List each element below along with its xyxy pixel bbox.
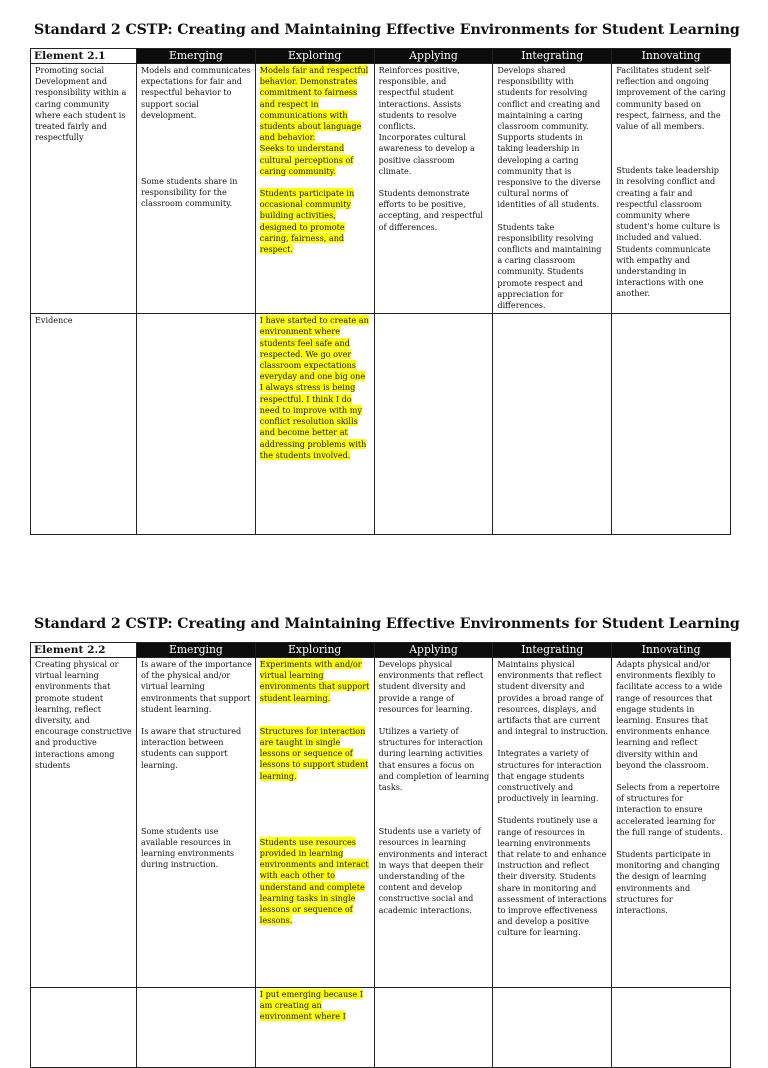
innovating-cell (612, 64, 731, 314)
highlighted-descriptor: Models fair and respectful behavior. Demonstrates commitment to fairness and respect in communications with students about language and behavior. (259, 65, 369, 143)
student-descriptor-text: Students take leadership in resolving conflict and creating a fair and respectful classroom community where student's home culture is included and valued. Students communicate with empathy and understanding in interactions with one another. (616, 165, 721, 299)
descriptor-text: Models and communicates expectations for fair and respectful behavior to support social development. (141, 65, 251, 120)
standard-title: Standard 2 CSTP: Creating and Maintaining Effective Environments for Student Learning (34, 22, 740, 38)
student-descriptor-text: Some students share in responsibility for the classroom community. (141, 176, 238, 209)
evidence-row (31, 314, 731, 535)
descriptor-row (31, 64, 731, 314)
descriptor-text: Integrates a variety of structures for interaction that engage students constructively and productively in learning. (497, 748, 602, 804)
rubric-header-row (31, 643, 731, 658)
descriptor-text: Develops physical environments that reflect student diversity and provide a range of resources for learning. (378, 659, 484, 714)
evidence-row (31, 988, 731, 1068)
descriptor-text: Adapts physical and/or environments flexibly to facilitate access to a wide range of resources that engage students in learning. Ensures that environments enhance learning and reflect diversity within and beyond the classroom. (616, 659, 723, 770)
evidence-applying-cell (374, 314, 493, 535)
row-label: Creating physical or virtual learning environments that promote student learning, reflect diversity, and encourage constructive and productive interactions among students (31, 658, 137, 988)
highlighted-descriptor: Experiments with and/or virtual learning environments that support student learning. (259, 659, 370, 703)
student-descriptor-text: Students participate in monitoring and changing the design of learning environments and structures for interactions. (616, 849, 720, 916)
descriptor-text: Is aware that structured interaction between students can support learning. (141, 726, 242, 770)
evidence-exploring-cell (255, 988, 374, 1068)
descriptor-text: Utilizes a variety of structures for interaction during learning activities that ensures a focus on and completion of learning tasks. (378, 726, 490, 793)
applying-cell (374, 64, 493, 314)
row-label: Promoting social Development and responsibility within a caring community where each student is treated fairly and respectfully (31, 64, 137, 314)
integrating-cell (493, 64, 612, 314)
student-descriptor-text: Students routinely use a range of resources in learning environments that relate to and enhance instruction and reflect their diversity. Students share in monitoring and assessment of interactions to improve effectiveness and develop a positive culture for learning. (497, 815, 607, 938)
level-integrating: Integrating (493, 643, 612, 658)
student-descriptor-text: Students demonstrate efforts to be positive, accepting, and respectful of differences. (378, 188, 483, 232)
student-descriptor-text: Students use a variety of resources in learning environments and interact in ways that deepen their understanding of the content and develop constructive social and academic interactions. (378, 826, 488, 915)
descriptor-text: Develops shared responsibility with students for resolving conflict and creating and maintaining a caring classroom community. (497, 65, 601, 132)
emerging-cell (137, 658, 256, 988)
integrating-cell (493, 658, 612, 988)
level-exploring: Exploring (255, 49, 374, 64)
evidence-integrating-cell (493, 314, 612, 535)
evidence-emerging-cell (137, 988, 256, 1068)
descriptor-text: Is aware of the importance of the physical and/or virtual learning environments that support student learning. (141, 659, 252, 714)
evidence-text: I have started to create an environment where students feel safe and respected. We go over classroom expectations everyday and one big one I always stress is being respectful. I think I do need to improve with my conflict resolution skills and become better at addressing problems with the students involved. (259, 315, 369, 460)
descriptor-text: Supports students in taking leadership in developing a caring community that is responsive to the diverse cultural norms of identities of all students. (497, 132, 601, 210)
descriptor-text: Incorporates cultural awareness to develop a positive classroom climate. (378, 132, 475, 176)
descriptor-text: Selects from a repertoire of structures for interaction to ensure accelerated learning for the full range of students. (616, 782, 723, 837)
applying-cell (374, 658, 493, 988)
evidence-exploring-cell (255, 314, 374, 535)
evidence-integrating-cell (493, 988, 612, 1068)
student-descriptor-text: Some students use available resources in learning environments during instruction. (141, 825, 235, 870)
innovating-cell (612, 658, 731, 988)
evidence-applying-cell (374, 988, 493, 1068)
descriptor-row (31, 658, 731, 988)
level-applying: Applying (374, 49, 493, 64)
rubric-header-row (31, 49, 731, 64)
highlighted-descriptor: Seeks to understand cultural perceptions of caring community. (259, 143, 354, 176)
highlighted-descriptor: Structures for interaction are taught in single lessons or sequence of lessons to support student learning. (259, 725, 369, 781)
element-label: Element 2.1 (31, 49, 137, 64)
exploring-cell (255, 64, 374, 314)
evidence-text: I put emerging because I am creating an environment where I (259, 989, 363, 1022)
evidence-label: Evidence (31, 314, 137, 535)
level-applying: Applying (374, 643, 493, 658)
level-emerging: Emerging (137, 643, 256, 658)
evidence-label-cell (31, 988, 137, 1068)
level-integrating: Integrating (493, 49, 612, 64)
student-descriptor-text: Students take responsibility resolving conflicts and maintaining a caring classroom community. Students promote respect and appreciation for differences. (497, 221, 602, 311)
highlighted-student-descriptor: Students participate in occasional community building activities, designed to promote caring, fairness, and respect. (259, 188, 355, 255)
evidence-innovating-cell (612, 314, 731, 535)
evidence-innovating-cell (612, 988, 731, 1068)
emerging-cell (137, 64, 256, 314)
rubric-table (30, 48, 731, 535)
rubric-section-2-1 (30, 22, 740, 535)
level-innovating: Innovating (612, 49, 731, 64)
element-label: Element 2.2 (31, 643, 137, 658)
highlighted-student-descriptor: Students use resources provided in learning environments and interact with each other to understand and complete learning tasks in single lessons or sequence of lessons. (259, 836, 369, 926)
descriptor-text: Maintains physical environments that reflect student diversity and provides a broad range of resources, displays, and artifacts that are current and integral to instruction. (497, 659, 609, 737)
standard-title: Standard 2 CSTP: Creating and Maintaining Effective Environments for Student Learning (34, 616, 740, 632)
descriptor-text: Facilitates student self-reflection and ongoing improvement of the caring community based on respect, fairness, and the value of all members. (616, 65, 726, 132)
level-emerging: Emerging (137, 49, 256, 64)
descriptor-text: Reinforces positive, responsible, and respectful student interactions. Assists students to resolve conflicts. (378, 65, 462, 132)
rubric-table (30, 642, 731, 1068)
exploring-cell (255, 658, 374, 988)
evidence-emerging-cell (137, 314, 256, 535)
rubric-section-2-2 (30, 616, 740, 1068)
level-exploring: Exploring (255, 643, 374, 658)
level-innovating: Innovating (612, 643, 731, 658)
